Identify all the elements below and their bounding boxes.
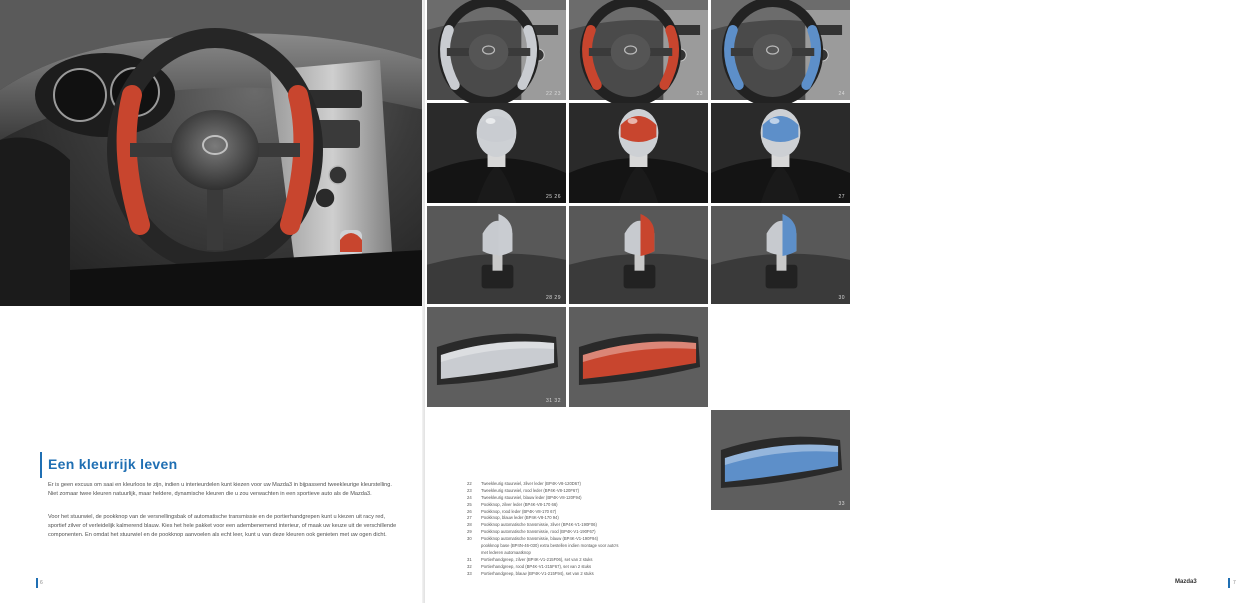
caption-text: Portierhandgreep, blauw (BP4K-V1-215F94), set van 2 stuks [481, 570, 594, 576]
product-photo-wheel [569, 0, 708, 100]
folio-accent-left [36, 578, 38, 588]
caption-number: 24 [467, 494, 472, 500]
caption-row [467, 481, 707, 488]
product-photo-wheel [711, 0, 850, 100]
caption-number: 28 [467, 522, 472, 528]
caption-row [467, 515, 707, 522]
intro-paragraph: Er is geen excuus om saai en kleurloos te zijn, indien u interieurdelen kunt kiezen voor uw Mazda3 in bijpassend tweekleurige kleurstelling. Niet zomaar twee kleuren natuurlijk, maar heldere, dynamische kleuren die u zou verwachten in een sportieve auto als de Mazda3. [48, 482, 392, 497]
caption-text: met lederen automaatknop [481, 549, 531, 555]
caption-text: Portierhandgreep, rood (BP4K-V1-215F67), set van 2 stuks [481, 563, 592, 569]
caption-row [467, 509, 707, 516]
caption-number: 22 [467, 481, 472, 486]
photo-number: 23 [696, 91, 703, 97]
caption-text: Tweekleurig stuurwiel, blauw leder (BP4K-V8-120F94) [481, 494, 582, 500]
caption-text: Tweekleurig stuurwiel, zilver leder (BP4K-V8-120D67) [481, 481, 581, 486]
caption-text: Tweekleurig stuurwiel, rood leder (BP4K-V8-120F67) [481, 487, 579, 493]
page-heading: Een kleurrijk leven [48, 456, 178, 472]
interior-illustration [0, 0, 424, 306]
caption-text: Pookknop automatische transmissie, rood (BP4K-V1-190F67) [481, 529, 596, 535]
caption-row [467, 571, 707, 578]
photo-number: 28 29 [545, 295, 561, 301]
photo-number: 30 [838, 295, 845, 301]
caption-row [467, 502, 707, 509]
caption-text: Portierhandgreep, zilver (BP4K-V1-215F06), set van 2 stuks [481, 556, 593, 562]
page-number-right: 7 [1233, 580, 1236, 586]
caption-text: Pookknop automatische transmissie, blauw (BP4K-V1-190F94) [481, 536, 599, 542]
hero-interior-photo [0, 0, 424, 306]
caption-row [467, 550, 707, 557]
product-photo-handle [711, 410, 850, 510]
product-photo-auto [711, 206, 850, 304]
caption-number: 29 [467, 529, 472, 535]
photo-number: 27 [838, 194, 845, 200]
product-photo-knob [569, 103, 708, 203]
heading-accent-bar [40, 452, 42, 478]
product-photo-handle [569, 307, 708, 407]
product-photo-auto [569, 206, 708, 304]
caption-row [467, 564, 707, 571]
page-number-left: 6 [40, 580, 43, 586]
product-photo-handle [427, 307, 566, 407]
caption-number: 33 [467, 570, 472, 576]
product-photo-auto [427, 206, 566, 304]
caption-number: 27 [467, 515, 472, 521]
caption-row [467, 543, 707, 550]
photo-number: 33 [838, 501, 845, 507]
caption-text: Pookknop, rood leder (BP4K-V8-170 67) [481, 508, 557, 514]
caption-row [467, 522, 707, 529]
caption-row [467, 557, 707, 564]
caption-number: 26 [467, 508, 472, 514]
caption-number: 25 [467, 501, 472, 507]
caption-number: 31 [467, 556, 472, 562]
detail-paragraph: Voor het stuurwiel, de pookknop van de versnellingsbak of automatische transmissie en de portierhandgrepen kunt u kiezen uit racy red, sportief zilver of verleidelijk kalmerend blauw. Kies het hele pakket voor een adembenemend interieur, of maak uw keuze uit de verschillende componenten. En omdat het stuurwiel en de pookknop aanvoelen als echt leer, kunt u van deze kleuren ook genieten met uw ogen dicht. [48, 514, 397, 538]
product-photo-knob [711, 103, 850, 203]
brand-name: Mazda3 [1175, 579, 1197, 585]
caption-row [467, 488, 707, 495]
caption-text: Pookknop, blauw leder (BP4K-V8-170 94) [481, 515, 559, 521]
caption-row [467, 536, 707, 543]
photo-number: 25 26 [545, 194, 561, 200]
product-photo-knob [427, 103, 566, 203]
product-photo-wheel [427, 0, 566, 100]
caption-text: Pookknop, zilver leder (BP4K-V8-170 66) [481, 501, 558, 507]
caption-number: 32 [467, 563, 472, 569]
caption-number: 30 [467, 536, 472, 542]
caption-row [467, 495, 707, 502]
caption-text: Pookknop automatische transmissie, zilver (BP4K-V1-190F06) [481, 522, 597, 528]
left-page [0, 0, 424, 603]
caption-number: 23 [467, 487, 472, 493]
folio-accent-right [1228, 578, 1230, 588]
caption-row [467, 529, 707, 536]
caption-text: pookknop base (BP4N-46-030) extra bestellen indien montage voor auto's [481, 543, 619, 549]
caption-list [467, 481, 707, 577]
photo-number: 24 [838, 91, 845, 97]
photo-number: 31 32 [545, 398, 561, 404]
photo-number: 22 23 [545, 91, 561, 97]
